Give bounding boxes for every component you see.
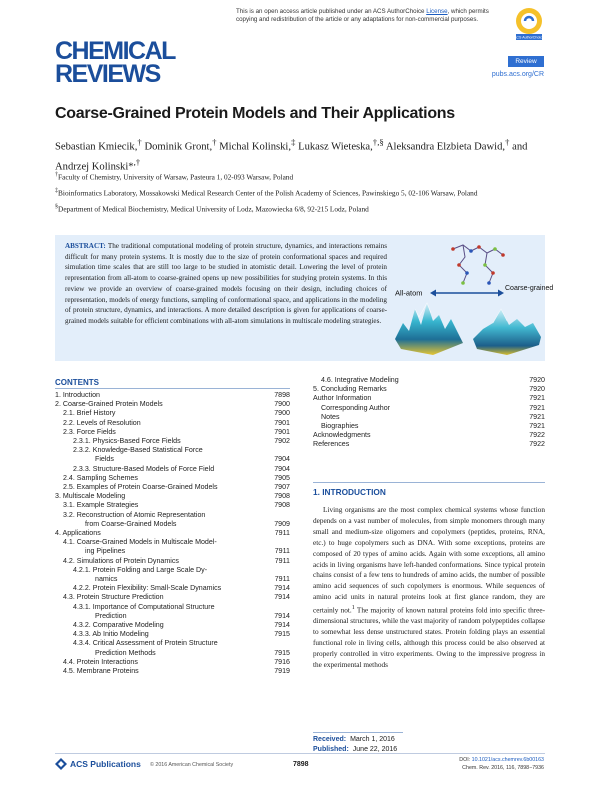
published-date: June 22, 2016 <box>352 746 398 753</box>
toc-entry[interactable]: 3.2. Reconstruction of Atomic Representation <box>63 510 206 519</box>
section-heading-introduction: 1. INTRODUCTION <box>313 487 386 497</box>
doi-citation: DOI: 10.1021/acs.chemrev.6b00163 Chem. Rev. 2016, 116, 7898−7936 <box>459 757 544 771</box>
toc-entry[interactable]: 2.4. Sampling Schemes 7905 <box>63 473 290 482</box>
toc-entry[interactable]: 2.2. Levels of Resolution 7901 <box>63 418 290 427</box>
toc-entry[interactable]: 4.2. Simulations of Protein Dynamics 7911 <box>63 556 290 565</box>
article-type-tag: Review <box>508 56 544 67</box>
toc-entry[interactable]: 2. Coarse-Grained Protein Models 7900 <box>55 400 290 409</box>
toc-entry[interactable]: 2.3.2. Knowledge-Based Statistical Force <box>73 446 203 455</box>
toc-entry[interactable]: 4.4. Protein Interactions 7916 <box>63 657 290 666</box>
toc-entry[interactable]: 4.3. Protein Structure Prediction 7914 <box>63 593 290 602</box>
toc-entry[interactable]: 3. Multiscale Modeling 7908 <box>55 492 290 501</box>
toc-entry[interactable]: 4.3.4. Critical Assessment of Protein Structure <box>73 639 218 648</box>
toc-entry[interactable]: 4.5. Membrane Proteins 7919 <box>63 667 290 676</box>
toc-entry[interactable]: Corresponding Author 7921 <box>321 403 545 412</box>
affiliation: †Faculty of Chemistry, University of Warsaw, Pasteura 1, 02-093 Warsaw, Poland <box>55 172 294 182</box>
toc-entry[interactable]: 2.3.1. Physics-Based Force Fields 7902 <box>73 437 290 446</box>
toc-entry[interactable]: 4.6. Integrative Modeling 7920 <box>321 376 545 384</box>
toc-entry[interactable]: 4.3.1. Importance of Computational Structure <box>73 602 215 611</box>
article-title: Coarse-Grained Protein Models and Their Applications <box>55 105 455 122</box>
graphic-label-all-atom: All-atom <box>395 288 423 298</box>
doi-link[interactable]: 10.1021/acs.chemrev.6b00163 <box>471 757 544 763</box>
acs-authorchoice-badge-icon <box>514 6 544 42</box>
toc-entry[interactable]: 1. Introduction 7898 <box>55 391 290 399</box>
toc-left-column <box>55 391 290 676</box>
toc-entry[interactable]: 5. Concluding Remarks 7920 <box>313 385 545 394</box>
toc-entry[interactable]: 4.2.2. Protein Flexibility: Small-Scale Dynamics 7914 <box>73 584 290 593</box>
toc-entry[interactable]: 4.1. Coarse-Grained Models in Multiscale Model- <box>63 538 217 547</box>
toc-entry[interactable]: 4.3.2. Comparative Modeling 7914 <box>73 621 290 630</box>
toc-entry[interactable]: 2.1. Brief History 7900 <box>63 409 290 418</box>
toc-right-column <box>313 376 545 450</box>
page-number: 7898 <box>293 761 309 768</box>
toc-entry[interactable]: namics 7911 <box>95 575 290 584</box>
toc-entry[interactable]: References 7922 <box>313 440 545 449</box>
toc-entry[interactable]: Prediction 7914 <box>95 611 290 620</box>
journal-logo: CHEMICAL REVIEWS <box>55 37 175 88</box>
affiliations <box>55 170 555 218</box>
toc-entry[interactable]: 2.5. Examples of Protein Coarse-Grained Models 7907 <box>63 483 290 492</box>
introduction-paragraph: Living organisms are the most complex chemical systems whose function depends on a vast number of molecules, from simple monomers through many small and medium-size oligomers and copolymers (peptides, proteins, RNA, etc.) to huge copolymers such as DNA. With some exceptions, proteins are composed of 20 types of amino acids. Again with some exceptions, all amino acids in living organisms have left-handed conformations. Since typical protein chains consist of a few tens to hundreds of amino acids, the number of possible amino acid sequences of such copolymers is enormous. While sequences of amino acid units in natural proteins look at first glance random, they are certainly not.$^1$ The majority of known natural proteins fold into specific three-dimensional structures, while the vast majority of random polypeptides collapse to somewhat less dense unstructured states. Protein folding plays an essential functional role in living cells, although this process could be also observed at properly controlled in vitro experiments. Owing to the impressive progress in the experimental methods <box>313 506 545 670</box>
badge-text: ACS AuthorChoice <box>514 35 544 40</box>
acs-publications-logo: ACS Publications <box>55 758 141 770</box>
affiliation: §Department of Medical Biochemistry, Medical University of Lodz, Mazowiecka 6/8, 92-215 Lodz, Poland <box>55 203 369 214</box>
toc-entry[interactable]: 2.3. Force Fields 7901 <box>63 427 290 436</box>
toc-entry[interactable]: 3.1. Example Strategies 7908 <box>63 501 290 510</box>
citation: Chem. Rev. 2016, 116, 7898−7936 <box>462 765 544 771</box>
acs-logo-icon <box>55 758 67 770</box>
toc-entry[interactable]: Prediction Methods 7915 <box>95 648 290 657</box>
author-list: Sebastian Kmiecik,† Dominik Gront,† Michal Kolinski,‡ Lukasz Wieteska,†,§ Aleksandra Elzbieta Dawid,† and Andrzej Kolinski*,† <box>55 137 528 173</box>
graphic-label-coarse-grained: Coarse-grained <box>505 285 554 292</box>
toc-entry[interactable]: from Coarse-Grained Models 7909 <box>85 519 290 528</box>
footer-rule <box>55 753 545 754</box>
contents-heading: CONTENTS <box>55 378 99 387</box>
affiliation: ‡Bioinformatics Laboratory, Mossakowski Medical Research Center of the Polish Academy of Sciences, Pawinskiego 5, 02-106 Warsaw, Poland <box>55 187 478 198</box>
dates-rule <box>313 732 403 733</box>
toc-entry[interactable]: Acknowledgments 7922 <box>313 431 545 440</box>
open-access-note: This is an open access article published under an ACS AuthorChoice License, which permits copying and redistribution of the article or any adaptations for non-commercial purposes. <box>236 8 489 23</box>
toc-entry[interactable]: 4. Applications 7911 <box>55 529 290 538</box>
abstract-text: ABSTRACT: The traditional computational modeling of protein structure, dynamics, and interactions remains difficult for many protein systems. It is mostly due to the size of protein conformational spaces and required simulation time scales that are still too large to be studied in atomistic detail. Lowering the level of protein representation from all-atom to coarse-grained opens up new possibilities for studying protein systems. In this review we provide an overview of coarse-grained models focusing on their design, including choices of representation, models of energy functions, sampling of conformational space, and applications in the modeling of protein structure, dynamics, and interactions. A more detailed description is given for applications of coarse-grained models suitable for efficient combinations with all-atom simulations in multiscale modeling strategies. <box>65 242 387 325</box>
toc-entry[interactable]: Biographies 7921 <box>321 422 545 431</box>
toc-entry[interactable]: 2.3.3. Structure-Based Models of Force Field 7904 <box>73 464 290 473</box>
toc-entry[interactable]: ing Pipelines 7911 <box>85 547 290 556</box>
toc-entry[interactable]: Fields 7904 <box>95 455 290 464</box>
copyright-notice: © 2016 American Chemical Society <box>150 762 234 768</box>
article-dates: Received: March 1, 2016 Published: June 22, 2016 <box>313 736 398 753</box>
received-date: March 1, 2016 <box>350 736 395 743</box>
license-link[interactable]: License <box>426 8 448 15</box>
abstract-box <box>55 235 554 361</box>
toc-entry[interactable]: Notes 7921 <box>321 412 545 421</box>
toc-graphic-image <box>393 239 554 357</box>
toc-entry[interactable]: Author Information 7921 <box>313 394 545 403</box>
toc-entry[interactable]: 4.2.1. Protein Folding and Large Scale Dy- <box>73 565 208 574</box>
contents-rule <box>55 388 290 389</box>
toc-entry[interactable]: 4.3.3. Ab Initio Modeling 7915 <box>73 630 290 639</box>
journal-url-link[interactable]: pubs.acs.org/CR <box>491 71 544 78</box>
section-rule <box>313 482 545 483</box>
abstract-label: ABSTRACT: <box>65 242 106 250</box>
